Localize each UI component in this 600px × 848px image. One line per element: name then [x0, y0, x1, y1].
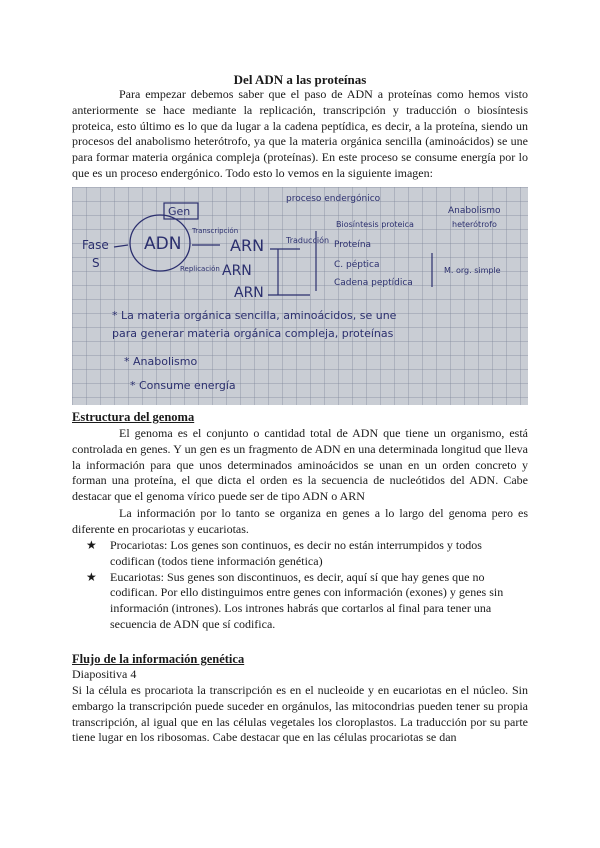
arn-label: ARN	[230, 236, 265, 255]
arn-label-3: ARN	[234, 285, 264, 301]
star-bullet-icon: ★	[86, 569, 97, 584]
flow-paragraph: Si la célula es procariota la transcripción es en el nucleoide y en eucariotas en el núcleo. Sin embargo la transcripción puede suceder en orgánulos, las mitocondrias pueden tener su propia transcripción, al igual que en las células vegetales los cloroplastos. La traducción por su parte tiene lugar en los ribosomas. Cabe destacar que en las células procariotas se dan	[72, 683, 528, 745]
bullet-text: Eucariotas: Sus genes son discontinuos, es decir, aquí sí que hay genes que no codifican. Por ello distinguimos entre genes con información (exones) y genes sin información (intrones). Los intrones habrás que cortarlos al final para tener una secuencia de ADN que sí codifica.	[110, 569, 504, 631]
genome-bullet-list	[86, 538, 526, 633]
anabolismo-label: Anabolismo	[448, 206, 501, 216]
genome-paragraph-2: La información por lo tanto se organiza en genes a lo largo del genoma pero es diferente en procariotas y eucariotas.	[72, 506, 528, 536]
section-heading-genome: Estructura del genoma	[72, 410, 195, 424]
note-line-2: para generar materia orgánica compleja, proteínas	[112, 327, 394, 340]
gen-label: Gen	[168, 205, 191, 218]
bullet-text: Procariotas: Los genes son continuos, es decir no están interrumpidos y todos codifican (todos tiene información genética)	[110, 538, 482, 568]
slide-reference: Diapositiva 4	[72, 667, 137, 681]
list-item	[86, 538, 526, 570]
cadena-peptidica-label: Cadena peptídica	[334, 278, 413, 288]
star-bullet-icon: ★	[86, 538, 97, 552]
genome-paragraph: El genoma es el conjunto o cantidad total de ADN que tiene un organismo, está controlada en genes. Y un gen es un fragmento de ADN en una determinada longitud que lleva la información para que unos determinados aminoácidos se unan en un orden concreto y forman una proteína, el que dicta el orden es la secuencia de nucleótidos del ADN. Cabe destacar que el genoma vírico puede ser de tipo ADN o ARN	[72, 426, 528, 504]
adn-label: ADN	[144, 234, 182, 254]
list-item	[86, 570, 526, 633]
note-line-4: * Consume energía	[130, 379, 236, 392]
handwritten-diagram-image	[72, 187, 528, 405]
arn-label-2: ARN	[222, 263, 252, 279]
transcripcion-label: Transcripción	[192, 227, 239, 235]
intro-paragraph: Para empezar debemos saber que el paso de ADN a proteínas como hemos visto anteriormente se hace mediante la replicación, transcripción y traducción o biosíntesis proteica, esto último es lo que da lugar a la cadena peptídica, es decir, a la proteína, siendo un procesos del anabolismo heterótrofo, ya que la materia orgánica sencilla (aminoácidos) se une para formar materia orgánica compleja (proteínas). En este proceso se consume energía por lo que es un proceso endergónico. Todo esto lo vemos en la siguiente imagen:	[72, 87, 528, 180]
proceso-endergonico-label: proceso endergónico	[286, 194, 381, 204]
proteina-label: Proteína	[334, 240, 372, 250]
c-peptica-label: C. péptica	[334, 260, 380, 270]
note-line-3: * Anabolismo	[124, 355, 198, 368]
section-heading-flow: Flujo de la información genética	[72, 652, 245, 666]
biosintesis-label: Biosíntesis proteica	[336, 220, 414, 229]
materia-org-label: M. org. simple	[444, 266, 501, 275]
replicacion-label: Replicación	[180, 265, 220, 273]
heterotrofo-label: heterótrofo	[452, 220, 497, 229]
s-label: S	[92, 256, 100, 270]
arrow-line	[114, 245, 128, 247]
traduccion-label: Traducción	[286, 236, 330, 245]
note-line-1: * La materia orgánica sencilla, aminoácidos, se une	[112, 309, 397, 322]
diagram-svg	[72, 187, 528, 405]
fase-label: Fase	[82, 238, 109, 252]
document-title: Del ADN a las proteínas	[233, 72, 367, 87]
